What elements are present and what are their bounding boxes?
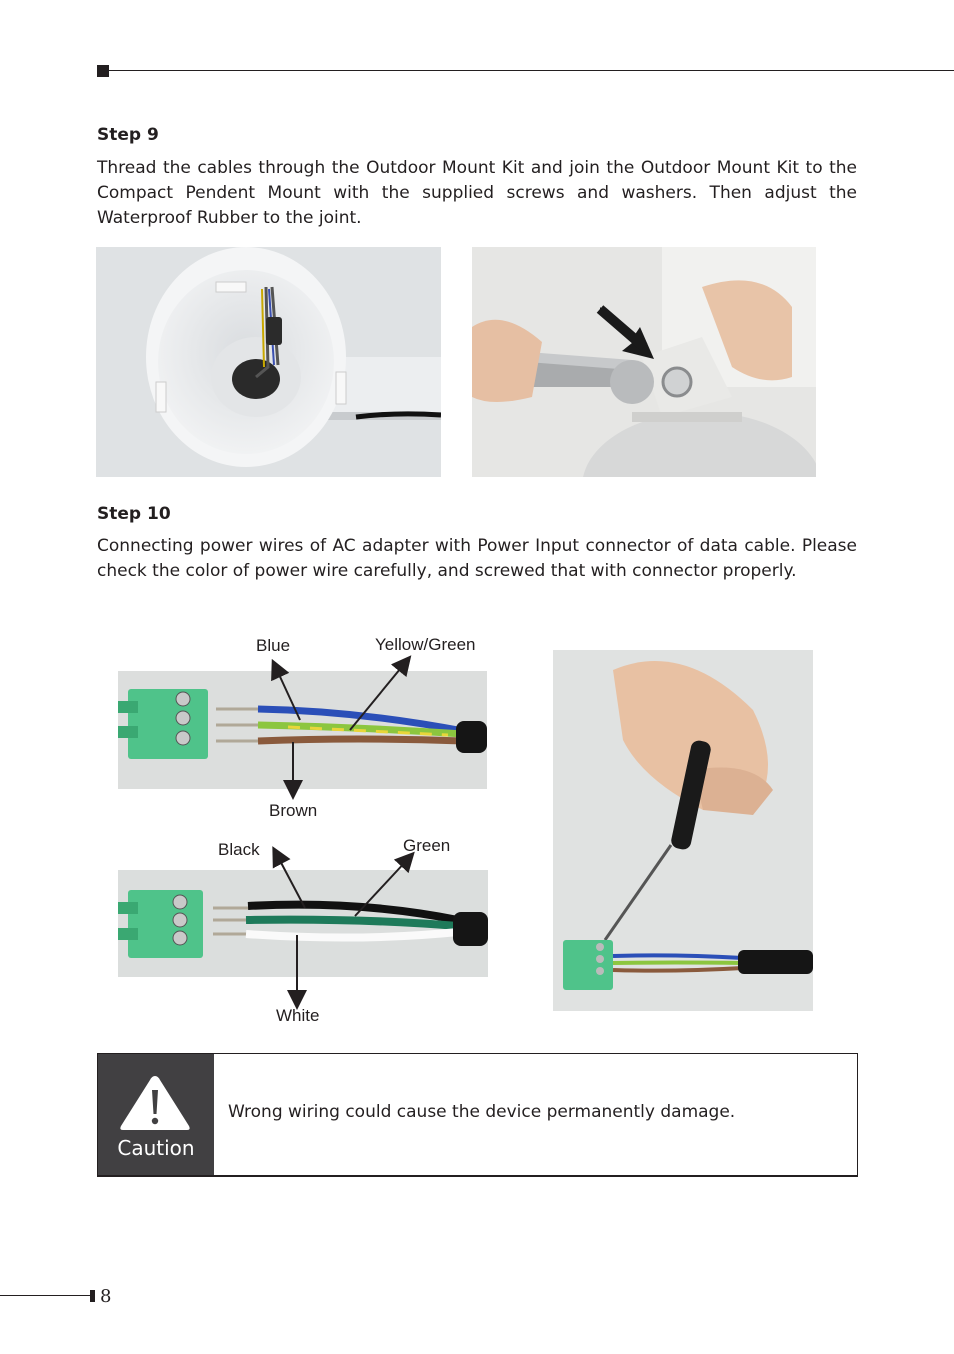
step10-text: Connecting power wires of AC adapter with Power Input connector of data cable. Please check the color of power wire carefully, and screwed that with connector properly. — [97, 536, 857, 581]
label-green: Green — [403, 836, 451, 855]
page-number: 8 — [100, 1286, 112, 1307]
step9-heading: Step 9 — [97, 125, 159, 145]
label-yellow-green: Yellow/Green — [375, 635, 476, 654]
label-black: Black — [218, 840, 260, 859]
label-brown: Brown — [269, 801, 318, 820]
step10-heading: Step 10 — [97, 504, 171, 524]
label-blue: Blue — [256, 636, 291, 655]
caution-panel — [98, 1054, 214, 1175]
caution-label: Caution — [117, 1136, 195, 1160]
footer-rule — [0, 1295, 90, 1296]
label-white: White — [276, 1006, 320, 1025]
footer-mark — [90, 1290, 95, 1302]
caution-box — [97, 1053, 858, 1177]
warning-icon — [119, 1074, 191, 1132]
step9-text: Thread the cables through the Outdoor Mount Kit and join the Outdoor Mount Kit to the Compact Pendent Mount with the supplied screws and washers. Then adjust the Waterproof Rubber to the joint. — [97, 158, 857, 228]
caution-text: Wrong wiring could cause the device permanently damage. — [228, 1102, 736, 1122]
screwdriver-photo — [553, 650, 813, 1011]
